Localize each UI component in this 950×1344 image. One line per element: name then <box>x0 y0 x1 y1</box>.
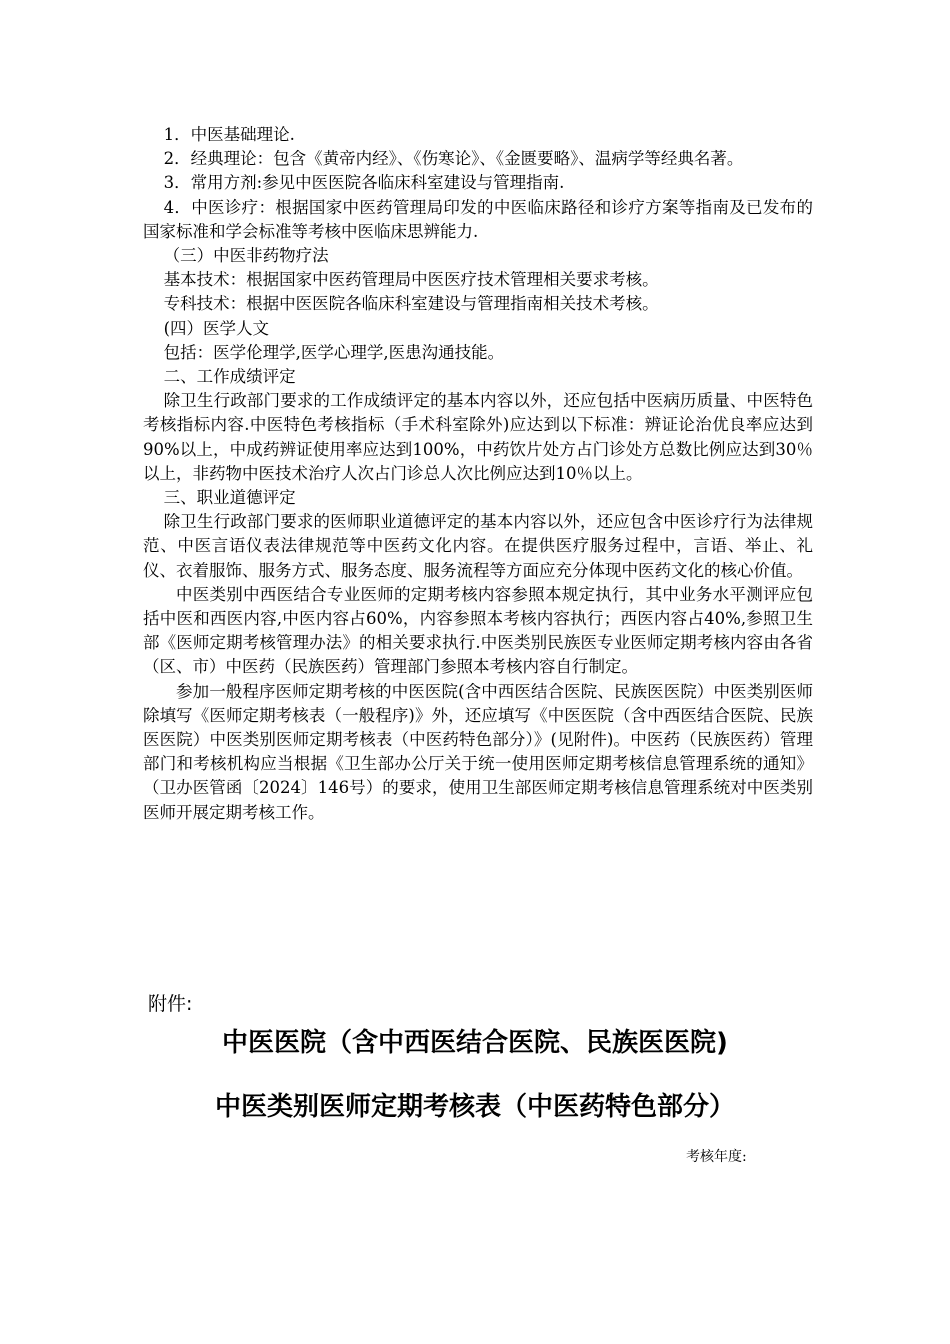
paragraph-humanities-includes: 包括：医学伦理学,医学心理学,医患沟通技能。 <box>163 342 505 362</box>
form-title-line2: 中医类别医师定期考核表（中医药特色部分） <box>214 1092 735 1122</box>
heading-medical-humanities: (四）医学人文 <box>163 318 270 338</box>
paragraph-integrated-medicine: 中医类别中西医结合专业医师的定期考核内容参照本规定执行，其中业务水平测评应包括中医和西医内容,中医内容占60%，内容参照本考核内容执行；西医内容占40%,参照卫生部《医师定期考核管理办法》的相关要求执行.中医类别民族医专业医师定期考核内容由各省（区、市）中医药（民族医药）管理部门参照本考核内容自行制定。 <box>143 584 813 677</box>
assessment-year-label: 考核年度: <box>686 1149 747 1165</box>
paragraph-classic-theory: 2．经典理论：包含《黄帝内经》、《伤寒论》、《金匮要略》、温病学等经典名著。 <box>163 149 744 169</box>
body-text <box>143 123 813 825</box>
paragraph-specialty-technique: 专科技术：根据中医医院各临床科室建设与管理指南相关技术考核。 <box>163 294 659 314</box>
heading-non-drug-therapy: （三）中医非药物疗法 <box>163 246 329 266</box>
paragraph-diagnosis: 4．中医诊疗：根据国家中医药管理局印发的中医临床路径和诊疗方案等指南及已发布的国家标准和学会标准等考核中医临床思辨能力. <box>143 197 813 241</box>
paragraph-professional-ethics: 除卫生行政部门要求的医师职业道德评定的基本内容以外，还应包含中医诊疗行为法律规范、中医言语仪表法律规范等中医药文化内容。在提供医疗服务过程中，言语、举止、礼仪、衣着服饰、服务方式、服务态度、服务流程等方面应充分体现中医药文化的核心价值。 <box>143 512 813 580</box>
paragraph-work-performance: 除卫生行政部门要求的工作成绩评定的基本内容以外，还应包括中医病历质量、中医特色考核指标内容.中医特色考核指标（手术科室除外)应达到以下标准：辨证论治优良率应达到90%以上，中成药辨证使用率应达到100%，中药饮片处方占门诊处方总数比例应达到30％以上，非药物中医技术治疗人次占门诊总人次比例应达到10％以上。 <box>143 391 813 483</box>
paragraph-common-prescriptions: 3．常用方剂:参见中医医院各临床科室建设与管理指南. <box>163 173 565 193</box>
paragraph-basic-technique: 基本技术：根据国家中医药管理局中医医疗技术管理相关要求考核。 <box>163 270 659 290</box>
heading-work-performance: 二、工作成绩评定 <box>163 367 296 387</box>
paragraph-basic-theory: 1．中医基础理论. <box>163 125 295 144</box>
form-title-line1: 中医医院（含中西医结合医院、民族医医院) <box>222 1028 728 1058</box>
paragraph-general-procedure: 参加一般程序医师定期考核的中医医院(含中西医结合医院、民族医医院）中医类别医师除填写《医师定期考核表（一般程序)》外，还应填写《中医医院（含中西医结合医院、民族医医院）中医类别医师定期考核表（中医药特色部分）》(见附件)。中医药（民族医药）管理部门和考核机构应当根据《卫生部办公厅关于统一使用医师定期考核信息管理系统的通知》（卫办医管函〔2024〕146号）的要求，使用卫生部医师定期考核信息管理系统对中医类别医师开展定期考核工作。 <box>143 681 813 822</box>
attachment-label: 附件: <box>148 993 193 1015</box>
heading-professional-ethics: 三、职业道德评定 <box>163 488 296 508</box>
